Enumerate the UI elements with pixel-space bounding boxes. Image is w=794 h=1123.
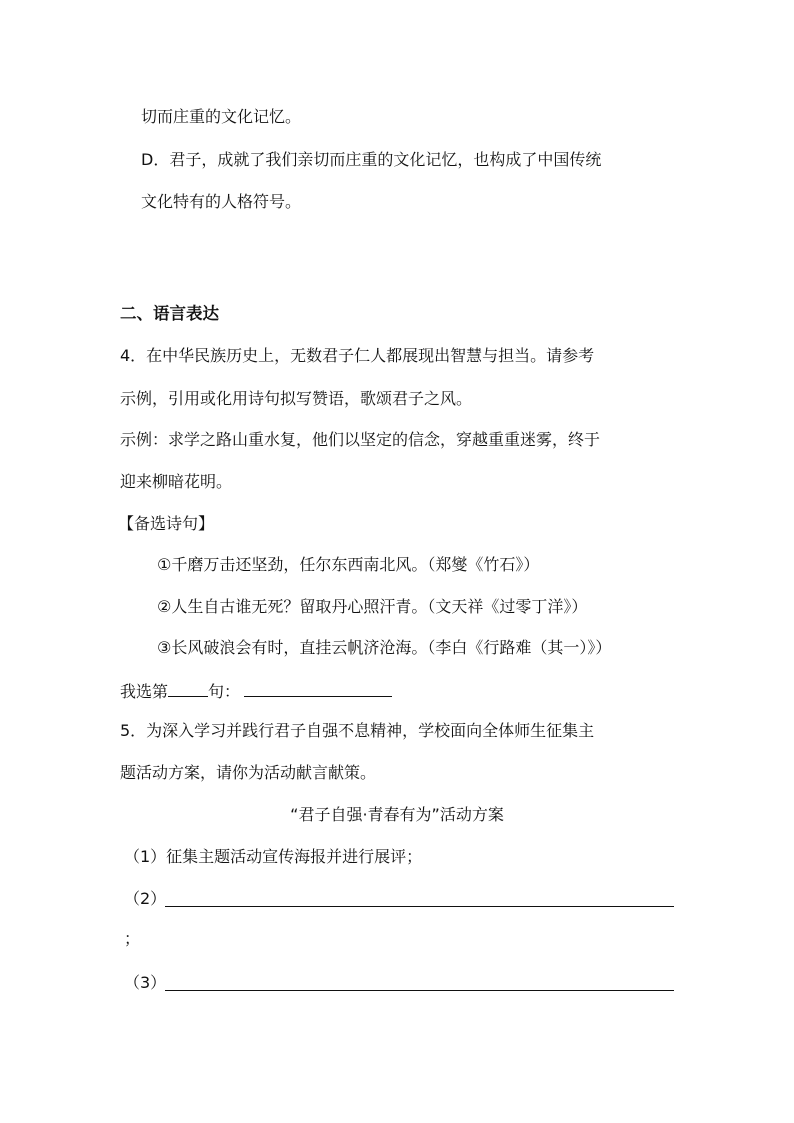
q4-poems-header: 【备选诗句】 xyxy=(118,514,215,533)
q4-poem-1: ①千磨万击还坚劲，任尔东西南北风。（郑燮《竹石》） xyxy=(157,555,540,574)
q4-answer-line xyxy=(120,679,392,701)
q5-item-2-tail: ； xyxy=(124,929,141,948)
section-title: 二、语言表达 xyxy=(120,304,219,323)
q4-answer-middle: 句： xyxy=(208,682,241,701)
q5-item-2-blank[interactable] xyxy=(165,906,674,907)
q5-prompt-line2: 题活动方案，请你为活动献言献策。 xyxy=(120,763,377,782)
q5-plan-title: “君子自强·青春有为”活动方案 xyxy=(290,805,504,824)
q3-option-d-line1: D．君子，成就了我们亲切而庄重的文化记忆，也构成了中国传统 xyxy=(141,150,602,169)
q4-poem-3: ③长风破浪会有时，直挂云帆济沧海。（李白《行路难（其一）》） xyxy=(157,638,612,657)
q5-item-2-label: （2） xyxy=(124,889,167,908)
q3-option-c-tail: 切而庄重的文化记忆。 xyxy=(141,107,302,126)
q5-prompt-line1: 5．为深入学习并践行君子自强不息精神，学校面向全体师生征集主 xyxy=(120,721,595,740)
q4-prompt-line2: 示例，引用或化用诗句拟写赞语，歌颂君子之风。 xyxy=(120,389,473,408)
q4-example-line2: 迎来柳暗花明。 xyxy=(120,472,233,491)
q4-prompt-line1: 4．在中华民族历史上，无数君子仁人都展现出智慧与担当。请参考 xyxy=(120,346,595,365)
q4-answer-blank[interactable] xyxy=(244,679,392,697)
q4-poem-2: ②人生自古谁无死？留取丹心照汗青。（文天祥《过零丁洋》） xyxy=(157,597,588,616)
q5-item-3-blank[interactable] xyxy=(165,990,674,991)
q4-answer-prefix: 我选第 xyxy=(120,682,169,701)
q4-example-line1: 示例：求学之路山重水复，他们以坚定的信念，穿越重重迷雾，终于 xyxy=(120,430,601,449)
q4-number-blank[interactable] xyxy=(168,679,208,697)
q5-item-1: （1）征集主题活动宣传海报并进行展评； xyxy=(124,847,423,866)
q3-option-d-line2: 文化特有的人格符号。 xyxy=(141,192,302,211)
q5-item-3-label: （3） xyxy=(124,973,167,992)
